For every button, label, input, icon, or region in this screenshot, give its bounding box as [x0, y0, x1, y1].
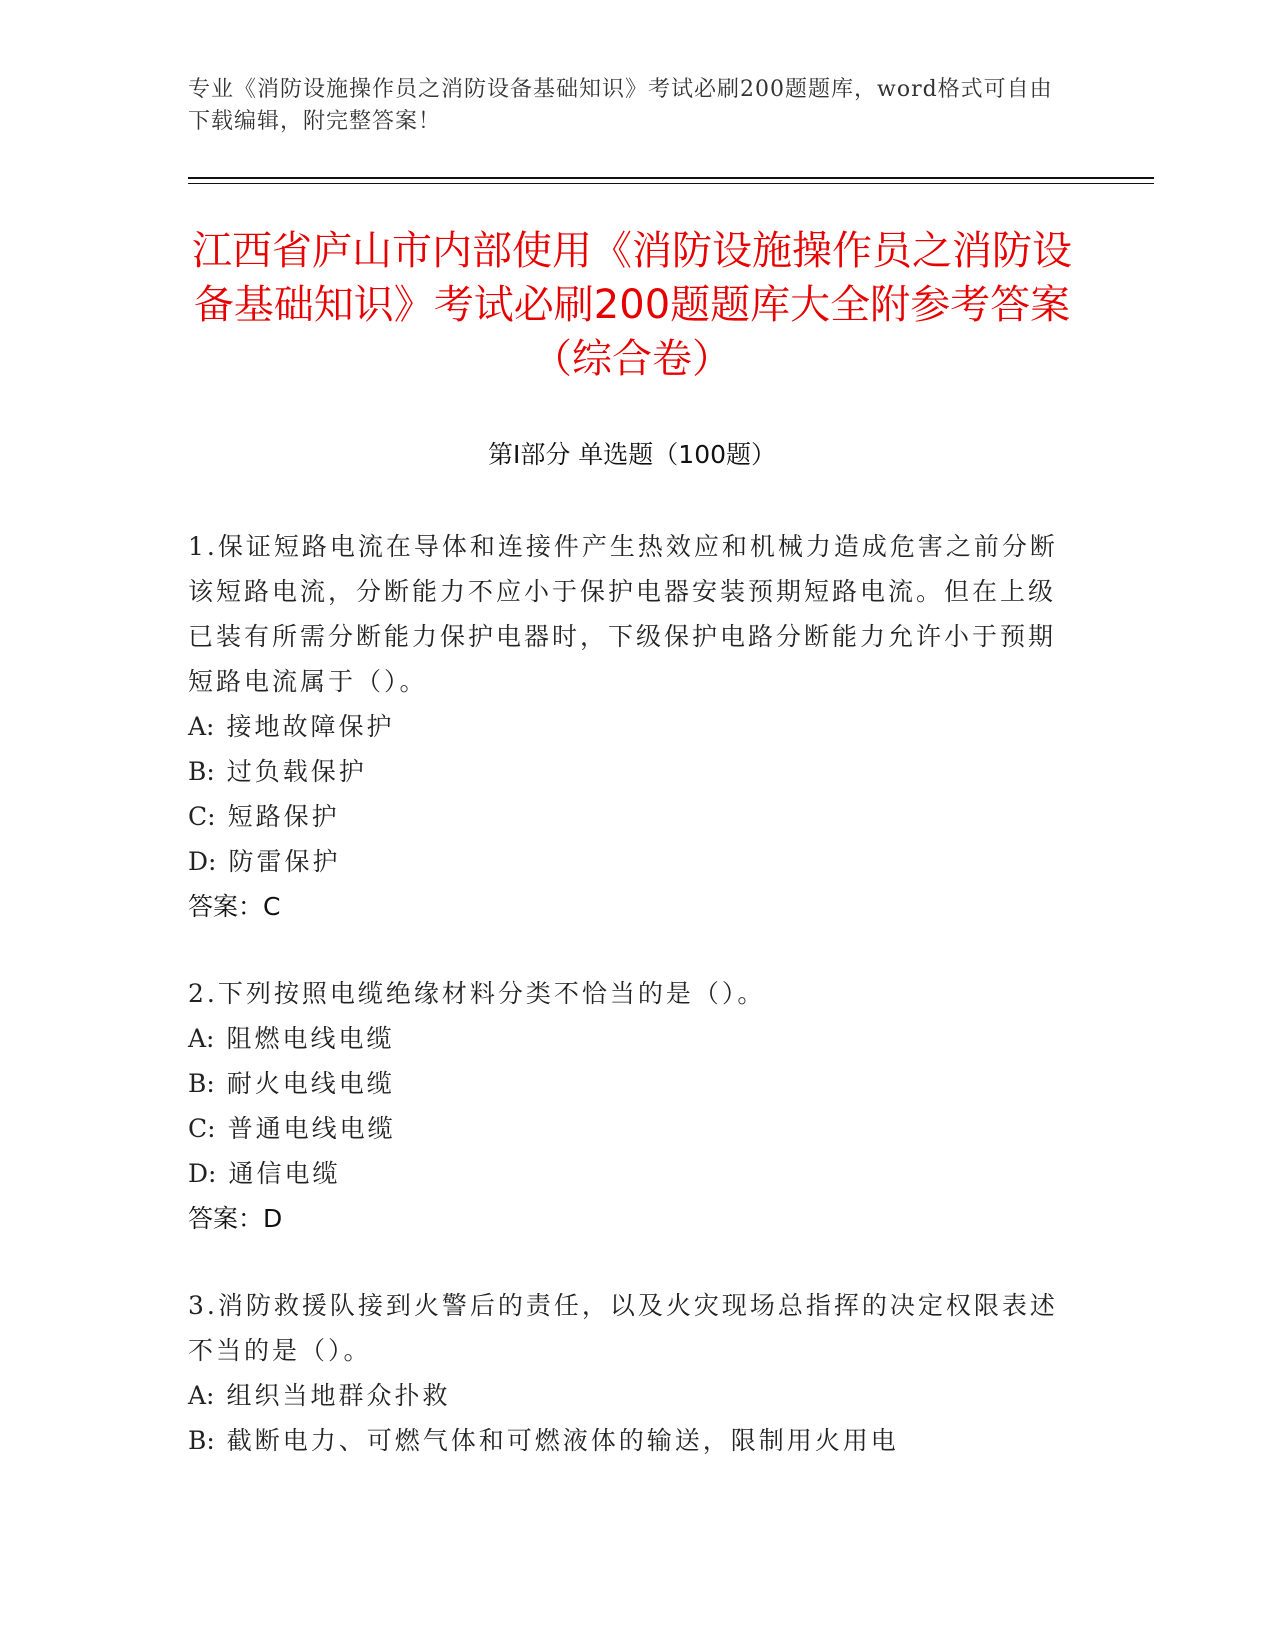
- option-letter: D:: [188, 847, 217, 876]
- header-rule-thick: [188, 177, 1154, 179]
- option-letter: A:: [188, 1024, 215, 1053]
- question-list: [188, 524, 1068, 1505]
- option-d: [188, 1151, 1068, 1196]
- option-text: 普通电线电缆: [227, 1114, 396, 1143]
- option-text: 截断电力、可燃气体和可燃液体的输送，限制用火用电: [226, 1426, 899, 1455]
- answer-label: 答案：: [188, 1204, 264, 1233]
- option-b: [188, 749, 1068, 794]
- option-c: [188, 1106, 1068, 1151]
- question-stem: 2.下列按照电缆绝缘材料分类不恰当的是（）。: [188, 979, 766, 1008]
- answer-line: [188, 884, 1068, 929]
- option-b: [188, 1418, 1068, 1463]
- question-stem: 1.保证短路电流在导体和连接件产生热效应和机械力造成危害之前分断该短路电流，分断能力不应小于保护电器安装预期短路电流。但在上级已装有所需分断能力保护电器时，下级保护电路分断能力允许小于预期短路电流属于（）。: [188, 532, 1058, 696]
- option-letter: C:: [188, 1114, 216, 1143]
- option-text: 过负载保护: [226, 757, 367, 786]
- option-letter: D:: [188, 1159, 217, 1188]
- option-text: 通信电缆: [228, 1159, 341, 1188]
- option-a: [188, 1016, 1068, 1061]
- option-c: [188, 794, 1068, 839]
- option-text: 耐火电线电缆: [226, 1069, 395, 1098]
- header-rule-thin: [188, 183, 1154, 184]
- question-stem: 3.消防救援队接到火警后的责任，以及火灾现场总指挥的决定权限表述不当的是（）。: [188, 1291, 1058, 1365]
- answer-label: 答案：: [188, 892, 264, 921]
- answer-line: [188, 1196, 1068, 1241]
- header-note: 专业《消防设施操作员之消防设备基础知识》考试必刷200题题库，word格式可自由下载编辑，附完整答案！: [188, 77, 1053, 134]
- option-text: 短路保护: [227, 802, 340, 831]
- answer-value: C: [263, 892, 281, 921]
- option-text: 防雷保护: [228, 847, 341, 876]
- option-text: 接地故障保护: [226, 712, 395, 741]
- option-a: [188, 1373, 1068, 1418]
- option-text: 阻燃电线电缆: [226, 1024, 395, 1053]
- question-2: [188, 971, 1068, 1241]
- option-letter: B:: [188, 757, 215, 786]
- option-letter: A:: [188, 1381, 215, 1410]
- option-text: 组织当地群众扑救: [226, 1381, 451, 1410]
- answer-value: D: [263, 1204, 283, 1233]
- option-d: [188, 839, 1068, 884]
- option-b: [188, 1061, 1068, 1106]
- option-letter: A:: [188, 712, 215, 741]
- question-1: [188, 524, 1068, 929]
- option-a: [188, 704, 1068, 749]
- question-3: [188, 1283, 1068, 1463]
- option-letter: B:: [188, 1426, 215, 1455]
- document-title: 江西省庐山市内部使用《消防设施操作员之消防设备基础知识》考试必刷200题题库大全附参考答案（综合卷）: [192, 228, 1072, 382]
- option-letter: C:: [188, 802, 216, 831]
- option-letter: B:: [188, 1069, 215, 1098]
- section-heading: 第I部分 单选题（100题）: [487, 440, 777, 469]
